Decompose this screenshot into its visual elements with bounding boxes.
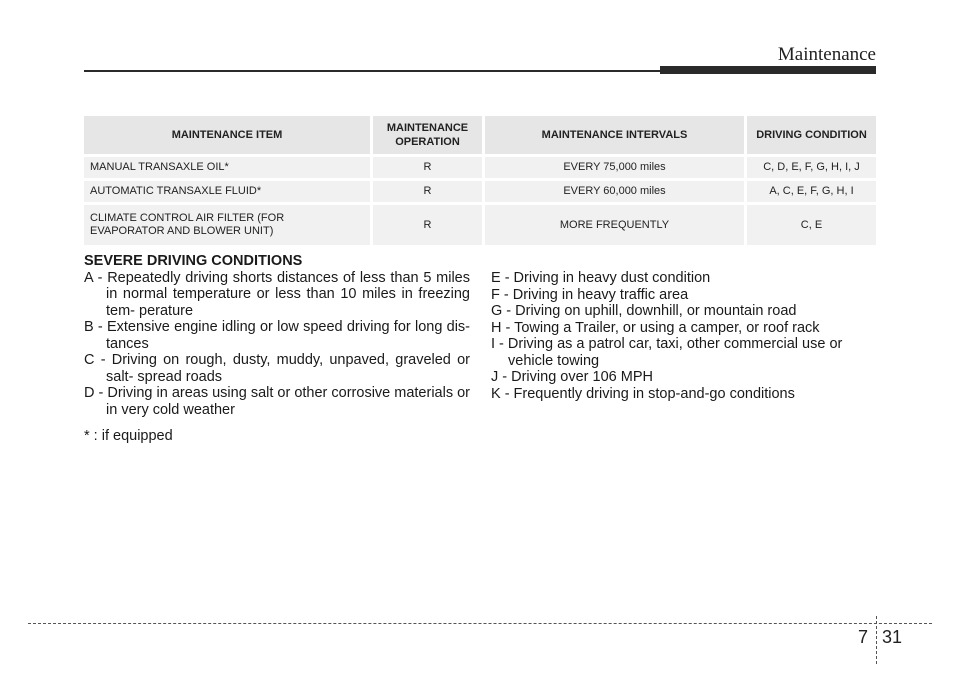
cell-item: MANUAL TRANSAXLE OIL* [84,157,370,178]
cell-interval: EVERY 60,000 miles [482,181,744,202]
condition-k: K - Frequently driving in stop-and-go conditions [491,385,795,402]
condition-c: C - Driving on rough, dusty, muddy, unpaved, graveled or salt- spread roads [84,352,470,385]
severe-conditions-left [84,253,470,445]
condition-g: G - Driving on uphill, downhill, or mountain road [491,303,797,319]
condition-a: A - Repeatedly driving shorts distances of less than 5 miles in normal temperature or less than 10 miles in freezing tem- perature [84,269,470,319]
cell-operation: R [370,157,482,178]
severe-conditions-right [491,270,881,402]
header-maintenance-operation: MAINTENANCE OPERATION [370,116,482,154]
header-driving-condition: DRIVING CONDITION [744,116,876,154]
header-rule [84,70,664,72]
condition-h: H - Towing a Trailer, or using a camper, or roof rack [491,319,820,336]
cell-item: CLIMATE CONTROL AIR FILTER (FOR EVAPORATOR AND BLOWER UNIT) [84,205,370,245]
cell-condition: C, E [744,205,876,245]
cell-operation: R [370,181,482,202]
condition-i: I - Driving as a patrol car, taxi, other commercial use or vehicle towing [491,336,843,369]
cell-interval: MORE FREQUENTLY [482,205,744,245]
footer-divider [876,616,877,664]
table-header-row [84,116,876,154]
cell-item: AUTOMATIC TRANSAXLE FLUID* [84,181,370,202]
table-row [84,205,876,245]
page-number: 31 [882,627,903,647]
section-title: Maintenance [777,44,876,65]
cell-condition: A, C, E, F, G, H, I [744,181,876,202]
condition-d: D - Driving in areas using salt or other corrosive materials or in very cold weather [84,385,470,418]
header-maintenance-intervals: MAINTENANCE INTERVALS [482,116,744,154]
condition-j: J - Driving over 106 MPH [491,369,653,385]
condition-b: B - Extensive engine idling or low speed driving for long dis- tances [84,319,470,352]
maintenance-table [84,113,876,248]
footer-rule [28,623,932,624]
cell-interval: EVERY 75,000 miles [482,157,744,178]
header-rule-bar [660,66,876,74]
condition-e: E - Driving in heavy dust condition [491,270,711,286]
condition-f: F - Driving in heavy traffic area [491,286,689,303]
table-row [84,181,876,202]
cell-operation: R [370,205,482,245]
header-maintenance-item: MAINTENANCE ITEM [84,116,370,154]
table-row [84,157,876,178]
severe-conditions-heading: SEVERE DRIVING CONDITIONS [84,253,303,269]
chapter-number: 7 [858,627,869,647]
cell-condition: C, D, E, F, G, H, I, J [744,157,876,178]
footnote-if-equipped: * : if equipped [84,428,173,444]
